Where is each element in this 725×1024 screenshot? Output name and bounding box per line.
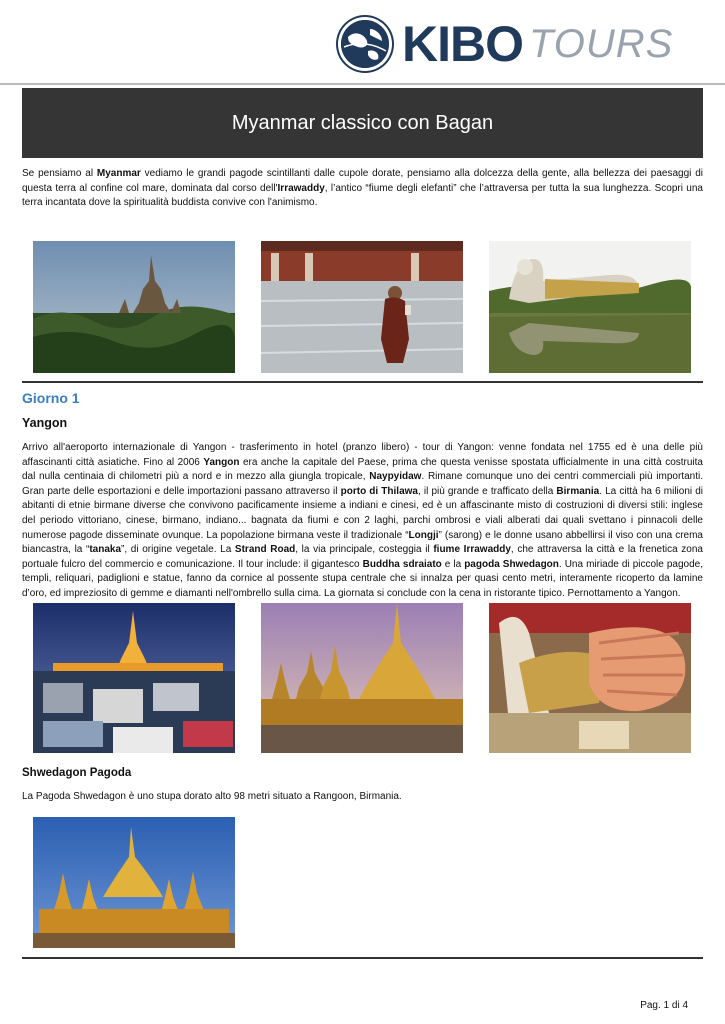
buddha-feet-photo bbox=[489, 603, 691, 753]
bold-text: tanaka bbox=[89, 544, 122, 556]
text-run: ”, di origine vegetale. La bbox=[121, 544, 235, 556]
bold-text: Birmania bbox=[556, 485, 600, 497]
day-description bbox=[22, 441, 703, 602]
bold-text: porto di Thilawa bbox=[340, 485, 418, 497]
globe-logo-icon bbox=[338, 17, 392, 71]
text-run: e la bbox=[441, 558, 465, 570]
page-number: Pag. 1 di 4 bbox=[640, 1000, 688, 1011]
text-run: . Rimane comunque uno dei centri commerciali più importanti. Gran parte delle esportazioni e delle importazioni passano attraverso il bbox=[22, 471, 703, 497]
text-run: . Una miriade di piccole pagode, templi, reliquari, padiglioni e statue, fanno da cornice al possente stupa centrale che si innalza per quasi cento metri, interamente ricoperto da lamine d’oro, ed impreziosito di gemme e diamanti nell'ombrello sulla cima. La giornata si conclude con la cena in ristorante tipico. Pernottamento a Yangon. bbox=[22, 558, 703, 599]
title-banner bbox=[22, 88, 703, 158]
brand-name-bold: KIBO bbox=[402, 16, 523, 72]
pagoda-description: La Pagoda Shwedagon è uno stupa dorato alto 98 metri situato a Rangoon, Birmania. bbox=[22, 791, 402, 802]
bold-text: Buddha sdraiato bbox=[362, 558, 442, 570]
intro-paragraph bbox=[22, 167, 703, 211]
reclining-buddha-lake-photo bbox=[489, 241, 691, 373]
monk-walking-photo bbox=[261, 241, 463, 373]
text-run: ” (sarong) e le donne usano abbellirsi il viso con una crema biancastra, la “ bbox=[22, 529, 703, 556]
text-run: , la via principale, costeggia il bbox=[295, 544, 434, 556]
text-run: , che attraversa la città e la frenetica zona portuale fulcro del commercio e comunicazione. Il tour include: il gigantesco bbox=[22, 544, 703, 570]
bold-text: Myanmar bbox=[96, 168, 141, 179]
bold-text: fiume Irrawaddy bbox=[433, 544, 511, 556]
yangon-night-city-photo bbox=[33, 603, 235, 753]
bold-text: Irrawaddy bbox=[277, 182, 325, 194]
photo-row-intro bbox=[33, 241, 691, 373]
text-run: Arrivo all'aeroporto internazionale di Yangon - trasferimento in hotel (pranzo libero) - tour di Yangon: venne fondata nel 1755 ed è una delle più affascinanti città asiatiche. Fino al 2006 bbox=[22, 442, 703, 468]
text-run: . La città ha 6 milioni di abitanti di etnie birmane diverse che convivono pacificamente insieme a indiani e cinesi, ed è un affascinante misto di costruzioni di diversi stili: inglese del periodo vittoriano, cinese, birmano, indiano... bagnata da fiumi e con 2 laghi, parchi ombrosi e viali alberati dai quali svettano i pinnacoli delle numerose pagode disseminate ovunque. La popolazione birmana veste il tradizionale “ bbox=[22, 485, 704, 541]
bold-text: Naypyidaw bbox=[369, 471, 422, 483]
pagoda-heading: Shwedagon Pagoda bbox=[22, 767, 132, 779]
shwedagon-pagoda-photo bbox=[33, 817, 235, 948]
page-title: Myanmar classico con Bagan bbox=[231, 111, 494, 134]
day-city-heading: Yangon bbox=[22, 416, 68, 430]
bold-text: Longji bbox=[408, 529, 439, 541]
kibo-tours-logo bbox=[338, 12, 673, 76]
shwedagon-stupa-photo bbox=[261, 603, 463, 753]
section-divider bbox=[22, 381, 703, 383]
bagan-temple-photo bbox=[33, 241, 235, 373]
bold-text: Strand Road bbox=[234, 544, 296, 556]
text-run: Se pensiamo al bbox=[22, 168, 97, 179]
header-divider bbox=[0, 83, 725, 85]
text-run: , l’antico “fiume degli elefanti” che l’attraversa per tutta la sua lunghezza. Scopri una terra incantata dove la spiritualità buddista convive con l'animismo. bbox=[22, 182, 703, 209]
text-run: , il più grande e trafficato della bbox=[417, 485, 557, 497]
brand-name-light: TOURS bbox=[529, 22, 674, 66]
bold-text: Yangon bbox=[203, 456, 240, 468]
text-run: era anche la capitale del Paese, prima che questa venisse spostata ufficialmente in una città costruita dal nulla centinaia di chilometri più a nord e in mezzo alla giungla tropicale, bbox=[22, 456, 703, 483]
footer-divider bbox=[22, 957, 703, 959]
text-run: vediamo le grandi pagode scintillanti dalle cupole dorate, pensiamo alla dolcezza della gente, alla bellezza dei paesaggi di questa terra al confine col mare, dominata dal corso dell' bbox=[22, 168, 703, 194]
day-label: Giorno 1 bbox=[22, 390, 80, 406]
photo-row-yangon bbox=[33, 603, 691, 753]
bold-text: pagoda Shwedagon bbox=[464, 558, 559, 570]
